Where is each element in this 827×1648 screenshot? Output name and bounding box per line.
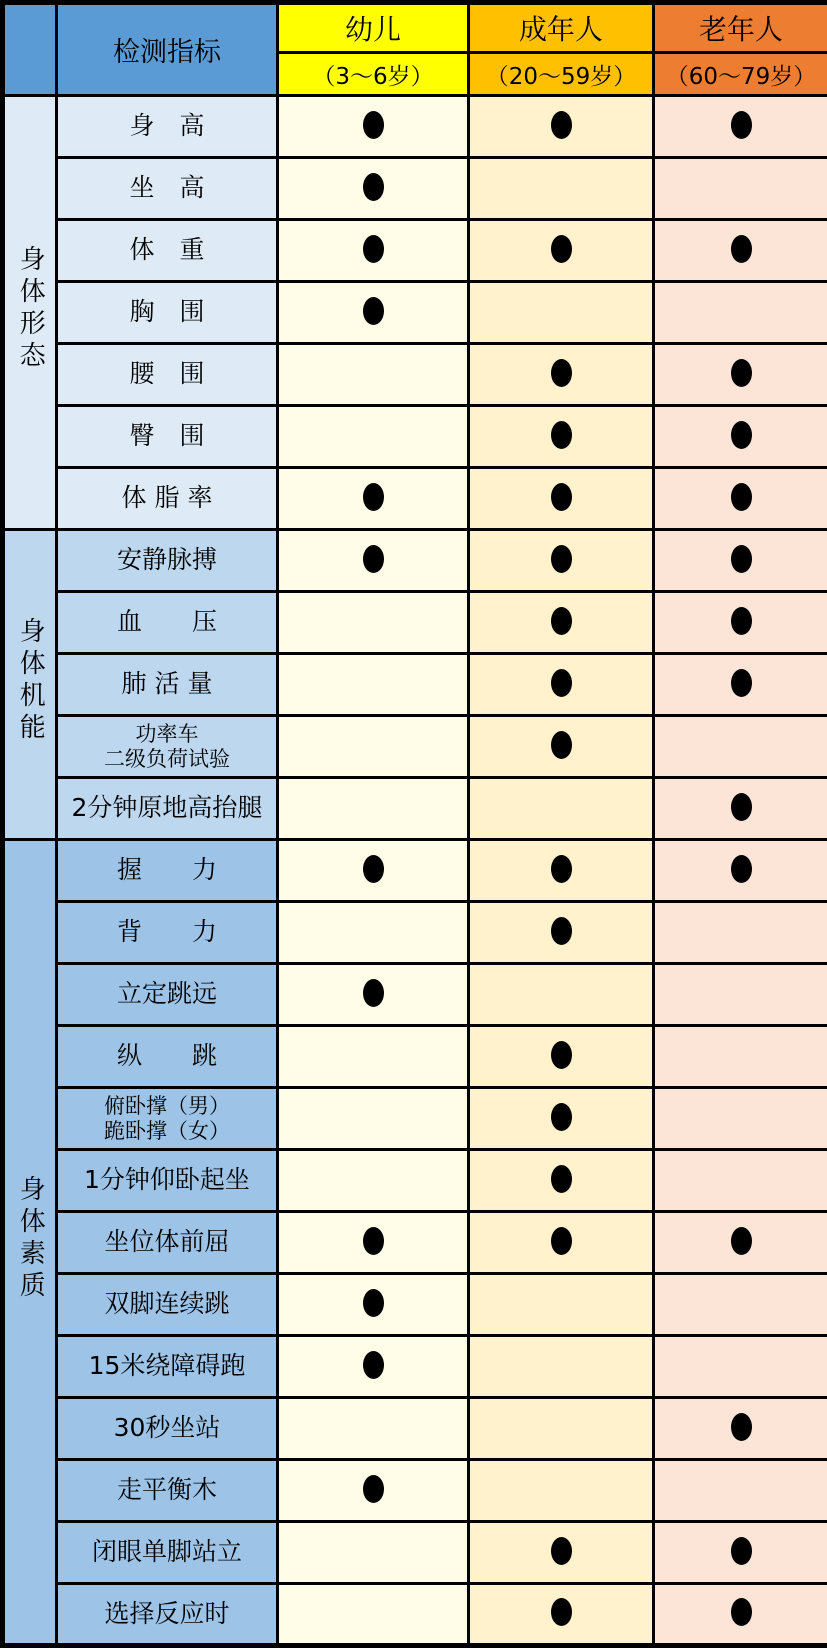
mark-cell xyxy=(278,840,469,902)
dot-marker-icon xyxy=(363,855,384,883)
indicator-cell: 坐 高 xyxy=(57,158,278,220)
table-row xyxy=(3,902,827,964)
table-row xyxy=(3,654,827,716)
table-row xyxy=(3,778,827,840)
indicator-cell: 血 压 xyxy=(57,592,278,654)
mark-cell xyxy=(654,344,827,406)
dot-marker-icon xyxy=(731,545,752,573)
table-row xyxy=(3,964,827,1026)
dot-marker-icon xyxy=(731,607,752,635)
table-row xyxy=(3,220,827,282)
table-body xyxy=(3,96,827,1646)
indicator-cell: 1分钟仰卧起坐 xyxy=(57,1150,278,1212)
table-row xyxy=(3,1460,827,1522)
indicator-cell: 握 力 xyxy=(57,840,278,902)
dot-marker-icon xyxy=(551,421,572,449)
mark-cell xyxy=(278,344,469,406)
dot-marker-icon xyxy=(363,297,384,325)
indicator-cell: 15米绕障碍跑 xyxy=(57,1336,278,1398)
column-header-toddler: 幼儿 xyxy=(278,3,469,53)
mark-cell xyxy=(654,1522,827,1584)
indicator-cell: 身 高 xyxy=(57,96,278,158)
indicator-cell: 腰 围 xyxy=(57,344,278,406)
dot-marker-icon xyxy=(551,1227,572,1255)
table-row xyxy=(3,1398,827,1460)
mark-cell xyxy=(654,1026,827,1088)
mark-cell xyxy=(278,530,469,592)
dot-marker-icon xyxy=(551,359,572,387)
mark-cell xyxy=(278,778,469,840)
dot-marker-icon xyxy=(551,917,572,945)
mark-cell xyxy=(469,1584,654,1646)
indicator-cell: 背 力 xyxy=(57,902,278,964)
header-row-main xyxy=(3,3,827,53)
table-row xyxy=(3,716,827,778)
dot-marker-icon xyxy=(363,235,384,263)
dot-marker-icon xyxy=(363,545,384,573)
dot-marker-icon xyxy=(731,855,752,883)
mark-cell xyxy=(469,1212,654,1274)
indicator-cell: 立定跳远 xyxy=(57,964,278,1026)
indicator-cell: 俯卧撑（男） 跪卧撑（女） xyxy=(57,1088,278,1150)
mark-cell xyxy=(278,96,469,158)
dot-marker-icon xyxy=(731,235,752,263)
table-header xyxy=(3,3,827,96)
indicator-cell: 30秒坐站 xyxy=(57,1398,278,1460)
dot-marker-icon xyxy=(731,1537,752,1565)
mark-cell xyxy=(654,220,827,282)
dot-marker-icon xyxy=(551,731,572,759)
mark-cell xyxy=(654,592,827,654)
mark-cell xyxy=(654,654,827,716)
mark-cell xyxy=(278,654,469,716)
dot-marker-icon xyxy=(731,1413,752,1441)
dot-marker-icon xyxy=(731,793,752,821)
mark-cell xyxy=(469,1398,654,1460)
age-range-toddler: （3～6岁） xyxy=(278,53,469,96)
mark-cell xyxy=(469,468,654,530)
table-row xyxy=(3,1274,827,1336)
mark-cell xyxy=(278,1274,469,1336)
indicator-cell: 安静脉搏 xyxy=(57,530,278,592)
mark-cell xyxy=(654,1336,827,1398)
indicator-cell: 纵 跳 xyxy=(57,1026,278,1088)
dot-marker-icon xyxy=(551,1598,572,1626)
table-row xyxy=(3,1026,827,1088)
mark-cell xyxy=(654,530,827,592)
mark-cell xyxy=(654,158,827,220)
mark-cell xyxy=(469,840,654,902)
table-row xyxy=(3,592,827,654)
dot-marker-icon xyxy=(731,1227,752,1255)
indicator-cell: 坐位体前屈 xyxy=(57,1212,278,1274)
indicator-cell: 胸 围 xyxy=(57,282,278,344)
dot-marker-icon xyxy=(731,111,752,139)
mark-cell xyxy=(469,1026,654,1088)
mark-cell xyxy=(654,1150,827,1212)
mark-cell xyxy=(278,282,469,344)
table-row xyxy=(3,840,827,902)
mark-cell xyxy=(278,1460,469,1522)
age-range-adult: （20～59岁） xyxy=(469,53,654,96)
mark-cell xyxy=(278,1150,469,1212)
group-label-cell-2 xyxy=(3,840,57,1646)
dot-marker-icon xyxy=(551,855,572,883)
indicator-cell: 体 脂 率 xyxy=(57,468,278,530)
mark-cell xyxy=(654,468,827,530)
mark-cell xyxy=(469,158,654,220)
mark-cell xyxy=(654,406,827,468)
mark-cell xyxy=(469,964,654,1026)
dot-marker-icon xyxy=(363,979,384,1007)
group-label-text: 身体素质 xyxy=(16,1175,45,1303)
mark-cell xyxy=(469,344,654,406)
mark-cell xyxy=(469,654,654,716)
table-row xyxy=(3,406,827,468)
mark-cell xyxy=(654,1584,827,1646)
dot-marker-icon xyxy=(731,421,752,449)
mark-cell xyxy=(469,406,654,468)
group-label-text: 身体机能 xyxy=(16,617,45,745)
dot-marker-icon xyxy=(551,607,572,635)
mark-cell xyxy=(469,1274,654,1336)
dot-marker-icon xyxy=(551,1165,572,1193)
dot-marker-icon xyxy=(551,1041,572,1069)
mark-cell xyxy=(469,1336,654,1398)
mark-cell xyxy=(469,902,654,964)
mark-cell xyxy=(469,716,654,778)
indicator-cell: 双脚连续跳 xyxy=(57,1274,278,1336)
mark-cell xyxy=(469,530,654,592)
mark-cell xyxy=(278,1522,469,1584)
mark-cell xyxy=(278,716,469,778)
mark-cell xyxy=(654,716,827,778)
mark-cell xyxy=(278,902,469,964)
mark-cell xyxy=(278,1088,469,1150)
table-row xyxy=(3,1150,827,1212)
indicator-cell: 体 重 xyxy=(57,220,278,282)
mark-cell xyxy=(469,96,654,158)
mark-cell xyxy=(469,778,654,840)
dot-marker-icon xyxy=(731,669,752,697)
mark-cell xyxy=(278,1336,469,1398)
mark-cell xyxy=(278,468,469,530)
mark-cell xyxy=(278,1212,469,1274)
dot-marker-icon xyxy=(363,1289,384,1317)
mark-cell xyxy=(654,964,827,1026)
mark-cell xyxy=(469,592,654,654)
table-row xyxy=(3,1336,827,1398)
table-row xyxy=(3,1212,827,1274)
dot-marker-icon xyxy=(731,483,752,511)
table-row xyxy=(3,158,827,220)
dot-marker-icon xyxy=(551,483,572,511)
dot-marker-icon xyxy=(363,173,384,201)
indicator-cell: 臀 围 xyxy=(57,406,278,468)
dot-marker-icon xyxy=(551,1103,572,1131)
dot-marker-icon xyxy=(551,1537,572,1565)
mark-cell xyxy=(654,1274,827,1336)
table-row xyxy=(3,468,827,530)
table-row xyxy=(3,530,827,592)
group-label-text: 身体形态 xyxy=(16,245,45,373)
mark-cell xyxy=(278,406,469,468)
dot-marker-icon xyxy=(551,545,572,573)
mark-cell xyxy=(278,158,469,220)
indicator-cell: 功率车 二级负荷试验 xyxy=(57,716,278,778)
table-row xyxy=(3,344,827,406)
mark-cell xyxy=(654,96,827,158)
dot-marker-icon xyxy=(363,1351,384,1379)
dot-marker-icon xyxy=(551,111,572,139)
dot-marker-icon xyxy=(551,669,572,697)
mark-cell xyxy=(654,1088,827,1150)
column-header-adult: 成年人 xyxy=(469,3,654,53)
indicator-cell: 闭眼单脚站立 xyxy=(57,1522,278,1584)
mark-cell xyxy=(654,282,827,344)
mark-cell xyxy=(654,1212,827,1274)
table-row xyxy=(3,282,827,344)
dot-marker-icon xyxy=(551,235,572,263)
mark-cell xyxy=(278,592,469,654)
mark-cell xyxy=(278,964,469,1026)
age-range-elderly: （60～79岁） xyxy=(654,53,827,96)
column-header-elderly: 老年人 xyxy=(654,3,827,53)
table-row xyxy=(3,1522,827,1584)
mark-cell xyxy=(654,840,827,902)
mark-cell xyxy=(469,1088,654,1150)
corner-cell xyxy=(3,3,57,96)
table-row xyxy=(3,1584,827,1646)
mark-cell xyxy=(654,1460,827,1522)
dot-marker-icon xyxy=(363,1227,384,1255)
group-label-cell-0 xyxy=(3,96,57,530)
mark-cell xyxy=(469,282,654,344)
dot-marker-icon xyxy=(363,111,384,139)
table-row xyxy=(3,1088,827,1150)
dot-marker-icon xyxy=(731,1598,752,1626)
indicator-column-header: 检测指标 xyxy=(57,3,278,96)
dot-marker-icon xyxy=(363,1475,384,1503)
mark-cell xyxy=(278,1026,469,1088)
mark-cell xyxy=(469,1150,654,1212)
mark-cell xyxy=(469,1460,654,1522)
group-label-cell-1 xyxy=(3,530,57,840)
indicator-cell: 走平衡木 xyxy=(57,1460,278,1522)
dot-marker-icon xyxy=(731,359,752,387)
mark-cell xyxy=(654,1398,827,1460)
mark-cell xyxy=(654,902,827,964)
mark-cell xyxy=(469,1522,654,1584)
mark-cell xyxy=(278,1398,469,1460)
dot-marker-icon xyxy=(363,483,384,511)
mark-cell xyxy=(278,220,469,282)
indicator-cell: 2分钟原地高抬腿 xyxy=(57,778,278,840)
mark-cell xyxy=(654,778,827,840)
mark-cell xyxy=(278,1584,469,1646)
mark-cell xyxy=(469,220,654,282)
table-row xyxy=(3,96,827,158)
indicator-cell: 选择反应时 xyxy=(57,1584,278,1646)
indicator-cell: 肺 活 量 xyxy=(57,654,278,716)
